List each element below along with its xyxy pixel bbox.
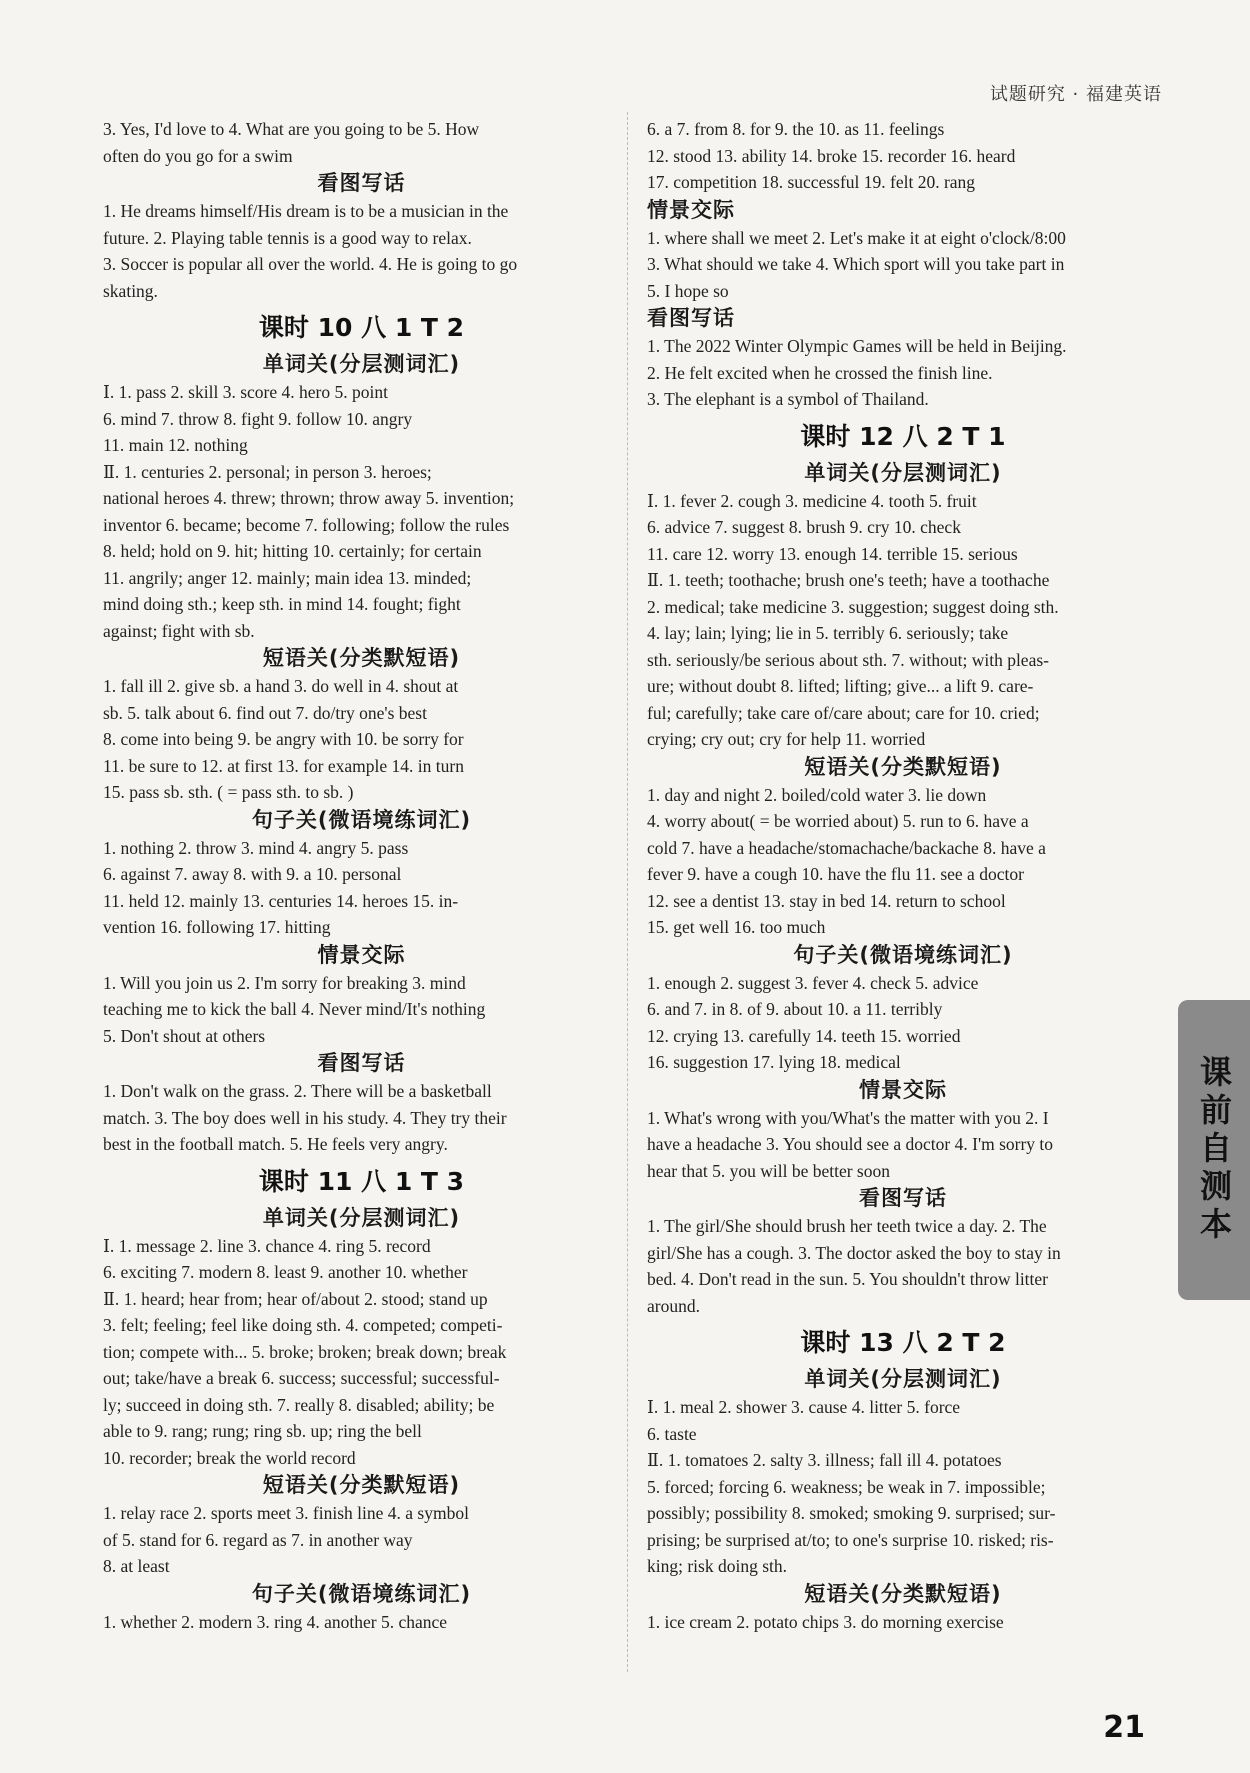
- answer-line: 6. mind 7. throw 8. fight 9. follow 10. angry: [103, 408, 413, 429]
- answer-line: 12. stood 13. ability 14. broke 15. recorder 16. heard: [647, 145, 1016, 166]
- answer-line: Ⅰ. 1. message 2. line 3. chance 4. ring 5. record: [103, 1235, 431, 1256]
- answer-line: 8. at least: [103, 1556, 170, 1576]
- answer-line: 1. nothing 2. throw 3. mind 4. angry 5. pass: [103, 837, 409, 858]
- answer-line: skating.: [103, 280, 158, 301]
- section-heading: 单词关(分层测词汇): [262, 352, 461, 376]
- answer-line: 2. medical; take medicine 3. suggestion; suggest doing sth.: [647, 596, 1059, 617]
- answer-line: 6. against 7. away 8. with 9. a 10. personal: [103, 864, 402, 884]
- answer-line: 6. taste: [647, 1423, 697, 1444]
- answer-line: out; take/have a break 6. success; successful; successful-: [103, 1368, 500, 1388]
- answer-line: 5. I hope so: [647, 280, 729, 301]
- answer-line: 3. felt; feeling; feel like doing sth. 4. competed; competi-: [103, 1315, 503, 1335]
- answer-line: 1. enough 2. suggest 3. fever 4. check 5. advice: [647, 972, 979, 993]
- answer-line: sb. 5. talk about 6. find out 7. do/try one's best: [103, 702, 427, 723]
- answer-line: 1. Don't walk on the grass. 2. There will be a basketball: [103, 1081, 492, 1101]
- lesson-title: 课时 13 八 2 T 2: [800, 1328, 1006, 1357]
- answer-line: 8. come into being 9. be angry with 10. be sorry for: [103, 729, 464, 749]
- lesson-title: 课时 11 八 1 T 3: [258, 1166, 465, 1196]
- section-heading: 看图写话: [859, 1186, 947, 1210]
- answer-line: match. 3. The boy does well in his study. 4. They try their: [103, 1107, 507, 1128]
- answer-line: Ⅰ. 1. fever 2. cough 3. medicine 4. tooth 5. fruit: [647, 490, 977, 511]
- answer-line: 10. recorder; break the world record: [103, 1447, 356, 1468]
- right-column: [647, 116, 1159, 1635]
- answer-line: 1. The girl/She should brush her teeth twice a day. 2. The: [647, 1216, 1047, 1236]
- lesson-title: 课时 10 八 1 T 2: [258, 313, 465, 342]
- answer-line: 1. where shall we meet 2. Let's make it at eight o'clock/8:00: [647, 227, 1066, 248]
- answer-line: ly; succeed in doing sth. 7. really 8. disabled; ability; be: [103, 1394, 495, 1415]
- answer-line: 1. day and night 2. boiled/cold water 3. lie down: [647, 784, 987, 805]
- answer-line: girl/She has a cough. 3. The doctor asked the boy to stay in: [647, 1242, 1061, 1263]
- answer-line: Ⅱ. 1. heard; hear from; hear of/about 2. stood; stand up: [103, 1288, 488, 1309]
- answer-line: prising; be surprised at/to; to one's surprise 10. risked; ris-: [647, 1529, 1054, 1550]
- answer-line: 5. forced; forcing 6. weakness; be weak in 7. impossible;: [647, 1476, 1046, 1497]
- answer-line: 11. held 12. mainly 13. centuries 14. heroes 15. in-: [103, 890, 459, 911]
- answer-line: possibly; possibility 8. smoked; smoking 9. surprised; sur-: [647, 1503, 1056, 1523]
- section-heading: 情景交际: [317, 942, 406, 967]
- section-heading: 看图写话: [317, 1051, 406, 1075]
- answer-line: 1. The 2022 Winter Olympic Games will be held in Beijing.: [647, 336, 1067, 356]
- answer-line: tion; compete with... 5. broke; broken; break down; break: [103, 1341, 507, 1362]
- answer-line: best in the football match. 5. He feels very angry.: [103, 1134, 448, 1154]
- section-heading: 单词关(分层测词汇): [804, 1367, 1002, 1391]
- answer-line: 6. a 7. from 8. for 9. the 10. as 11. feelings: [647, 119, 945, 139]
- section-heading: 短语关(分类默短语): [262, 1473, 461, 1497]
- answer-line: 3. What should we take 4. Which sport will you take part in: [647, 254, 1065, 274]
- answer-line: 11. main 12. nothing: [103, 435, 248, 455]
- side-tab: [1178, 1000, 1250, 1300]
- section-heading: 单词关(分层测词汇): [804, 460, 1002, 485]
- answer-line: 2. He felt excited when he crossed the finish line.: [647, 362, 993, 383]
- answer-line: Ⅱ. 1. centuries 2. personal; in person 3. heroes;: [103, 461, 432, 482]
- lesson-title: 课时 12 八 2 T 1: [800, 421, 1006, 451]
- answer-line: fever 9. have a cough 10. have the flu 11. see a doctor: [647, 864, 1024, 884]
- answer-line: sth. seriously/be serious about sth. 7. without; with pleas-: [647, 649, 1049, 670]
- side-tab-label: 课前自测本: [1195, 1055, 1233, 1245]
- answer-line: 8. held; hold on 9. hit; hitting 10. certainly; for certain: [103, 541, 482, 561]
- answer-line: against; fight with sb.: [103, 620, 255, 641]
- answer-line: national heroes 4. threw; thrown; throw away 5. invention;: [103, 488, 515, 508]
- answer-line: teaching me to kick the ball 4. Never mind/It's nothing: [103, 999, 486, 1019]
- answer-line: of 5. stand for 6. regard as 7. in another way: [103, 1529, 413, 1550]
- section-heading: 单词关(分层测词汇): [262, 1205, 461, 1230]
- answer-line: cold 7. have a headache/stomachache/backache 8. have a: [647, 837, 1046, 858]
- answer-line: 4. worry about( = be worried about) 5. run to 6. have a: [647, 811, 1029, 831]
- answer-line: 17. competition 18. successful 19. felt 20. rang: [647, 172, 976, 192]
- answer-line: 3. Soccer is popular all over the world. 4. He is going to go: [103, 254, 518, 274]
- answer-line: 12. crying 13. carefully 14. teeth 15. worried: [647, 1025, 961, 1046]
- answer-line: 4. lay; lain; lying; lie in 5. terribly 6. seriously; take: [647, 623, 1009, 643]
- answer-line: future. 2. Playing table tennis is a good way to relax.: [103, 227, 472, 248]
- answer-line: able to 9. rang; rung; ring sb. up; ring the bell: [103, 1421, 422, 1441]
- answer-line: 3. The elephant is a symbol of Thailand.: [647, 389, 929, 409]
- answer-line: 1. fall ill 2. give sb. a hand 3. do well in 4. shout at: [103, 676, 459, 696]
- answer-line: often do you go for a swim: [103, 145, 293, 166]
- answer-line: crying; cry out; cry for help 11. worried: [647, 729, 926, 749]
- section-heading: 句子关(微语境练词汇): [793, 942, 1013, 967]
- answer-line: ure; without doubt 8. lifted; lifting; give... a lift 9. care-: [647, 676, 1034, 696]
- answer-line: 12. see a dentist 13. stay in bed 14. return to school: [647, 890, 1006, 911]
- answer-line: 6. exciting 7. modern 8. least 9. another 10. whether: [103, 1262, 468, 1282]
- section-heading: 句子关(微语境练词汇): [251, 807, 472, 832]
- answer-line: 1. relay race 2. sports meet 3. finish line 4. a symbol: [103, 1503, 469, 1523]
- answer-line: 11. care 12. worry 13. enough 14. terrible 15. serious: [647, 543, 1018, 564]
- answer-line: 15. pass sb. sth. ( = pass sth. to sb. ): [103, 782, 354, 802]
- answer-line: 1. Will you join us 2. I'm sorry for breaking 3. mind: [103, 972, 466, 993]
- answer-line: vention 16. following 17. hitting: [103, 917, 331, 937]
- answer-line: bed. 4. Don't read in the sun. 5. You shouldn't throw litter: [647, 1269, 1049, 1289]
- answer-line: 16. suggestion 17. lying 18. medical: [647, 1052, 901, 1072]
- answer-line: 5. Don't shout at others: [103, 1025, 266, 1046]
- page-number: 21: [1103, 1710, 1145, 1745]
- answer-line: Ⅱ. 1. tomatoes 2. salty 3. illness; fall ill 4. potatoes: [647, 1450, 1002, 1470]
- column-divider: [627, 112, 628, 1672]
- answer-line: king; risk doing sth.: [647, 1556, 788, 1576]
- answer-line: mind doing sth.; keep sth. in mind 14. fought; fight: [103, 594, 461, 614]
- section-heading: 情景交际: [647, 197, 735, 222]
- answer-line: Ⅰ. 1. meal 2. shower 3. cause 4. litter 5. force: [647, 1397, 961, 1417]
- section-heading: 短语关(分类默短语): [804, 754, 1002, 779]
- answer-line: 6. and 7. in 8. of 9. about 10. a 11. terribly: [647, 999, 943, 1019]
- answer-line: 1. whether 2. modern 3. ring 4. another 5. chance: [103, 1611, 448, 1632]
- left-column: [103, 116, 620, 1635]
- answer-line: 1. He dreams himself/His dream is to be a musician in the: [103, 201, 509, 221]
- section-heading: 短语关(分类默短语): [262, 646, 461, 670]
- answer-line: have a headache 3. You should see a doctor 4. I'm sorry to: [647, 1134, 1054, 1154]
- section-heading: 短语关(分类默短语): [804, 1581, 1002, 1606]
- answer-line: 11. angrily; anger 12. mainly; main idea 13. minded;: [103, 567, 472, 588]
- answer-line: around.: [647, 1295, 700, 1316]
- answer-line: 3. Yes, I'd love to 4. What are you going to be 5. How: [103, 119, 480, 139]
- answer-line: 6. advice 7. suggest 8. brush 9. cry 10. check: [647, 517, 961, 537]
- section-heading: 句子关(微语境练词汇): [251, 1581, 472, 1606]
- answer-line: Ⅱ. 1. teeth; toothache; brush one's teeth; have a toothache: [647, 570, 1050, 590]
- answer-line: 11. be sure to 12. at first 13. for example 14. in turn: [103, 755, 464, 776]
- page-header: 试题研究 · 福建英语: [989, 84, 1162, 105]
- section-heading: 看图写话: [647, 306, 735, 330]
- section-heading: 看图写话: [317, 171, 406, 195]
- answer-line: ful; carefully; take care of/care about; care for 10. cried;: [647, 702, 1040, 723]
- answer-line: Ⅰ. 1. pass 2. skill 3. score 4. hero 5. point: [103, 382, 388, 402]
- answer-line: 1. ice cream 2. potato chips 3. do morning exercise: [647, 1611, 1004, 1632]
- answer-line: 1. What's wrong with you/What's the matter with you 2. I: [647, 1107, 1049, 1128]
- answer-line: 15. get well 16. too much: [647, 917, 826, 937]
- answer-line: hear that 5. you will be better soon: [647, 1160, 890, 1181]
- section-heading: 情景交际: [859, 1077, 947, 1102]
- answer-line: inventor 6. became; become 7. following; follow the rules: [103, 514, 510, 535]
